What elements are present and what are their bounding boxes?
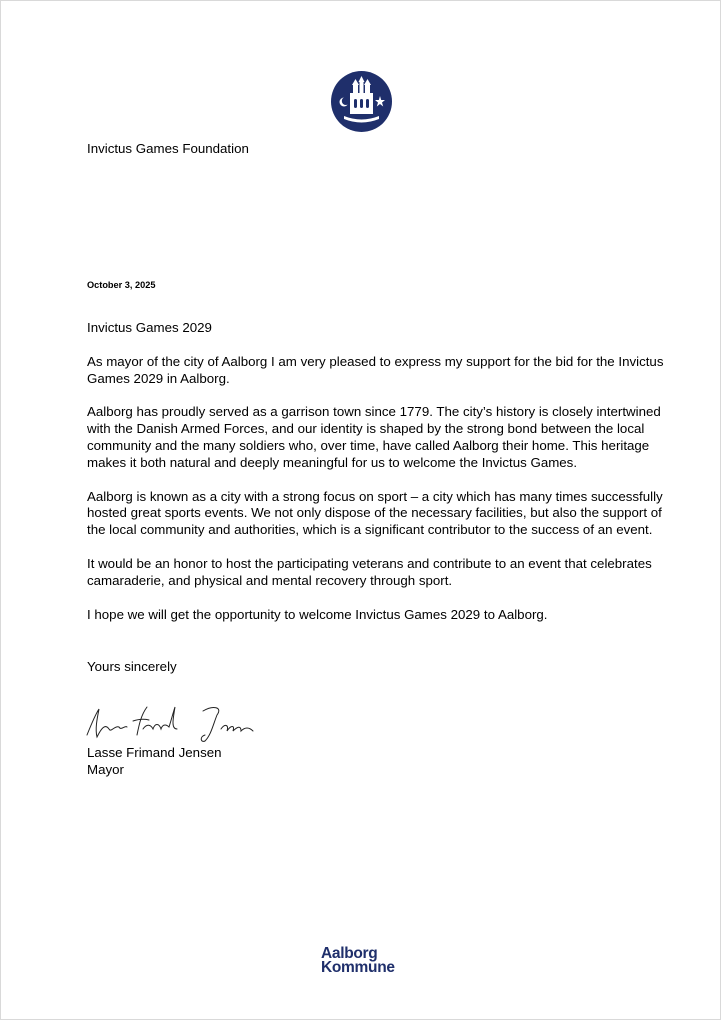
footer-logo-line2: Kommune <box>321 959 395 976</box>
letter-date: October 3, 2025 <box>87 280 156 290</box>
letter-body <box>87 320 677 640</box>
paragraph: Aalborg has proudly served as a garrison town since 1779. The city’s history is closely intertwined with the Danish Armed Forces, and our identity is shaped by the strong bond between the local community and the many soldiers who, over time, have called Aalborg their home. This heritage makes it both natural and deeply meaningful for us to welcome the Invictus Games. <box>87 404 661 470</box>
recipient: Invictus Games Foundation <box>87 141 249 156</box>
signer-name: Lasse Frimand Jensen <box>87 745 222 760</box>
footer-logo-line1: Aalborg <box>321 945 378 962</box>
paragraph: It would be an honor to host the participating veterans and contribute to an event that celebrates camaraderie, and physical and mental recovery through sport. <box>87 555 652 588</box>
letter-subject: Invictus Games 2029 <box>87 320 212 335</box>
aalborg-kommune-logo <box>321 947 395 975</box>
signer-title: Mayor <box>87 762 124 777</box>
signer-block <box>87 744 222 778</box>
signature-image <box>81 699 261 747</box>
paragraph: As mayor of the city of Aalborg I am very pleased to express my support for the bid for the Invictus Games 2029 in Aalborg. <box>87 353 664 386</box>
city-seal-icon <box>331 71 392 132</box>
closing: Yours sincerely <box>87 659 177 674</box>
paragraph: I hope we will get the opportunity to welcome Invictus Games 2029 to Aalborg. <box>87 606 548 622</box>
paragraph: Aalborg is known as a city with a strong focus on sport – a city which has many times successfully hosted great sports events. We not only dispose of the necessary facilities, but also the support of the local community and authorities, which is a significant contributor to the success of an event. <box>87 488 663 538</box>
